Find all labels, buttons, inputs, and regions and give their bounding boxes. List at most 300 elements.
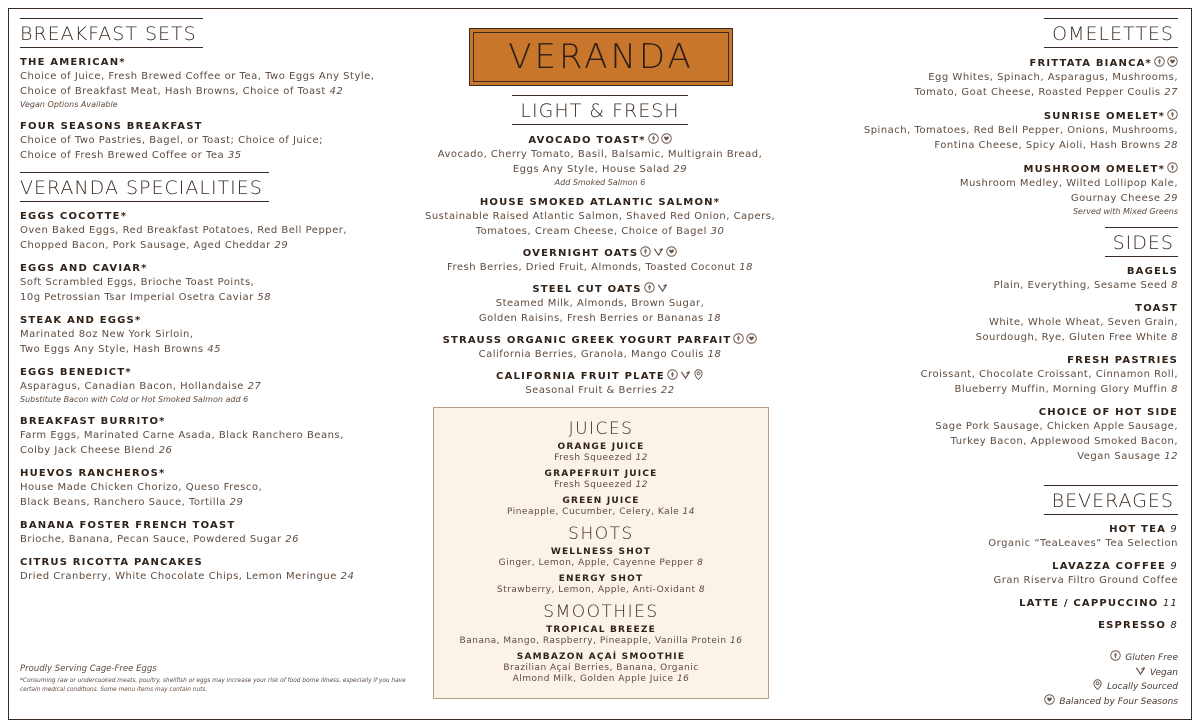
item-description — [798, 536, 1178, 551]
item-description — [20, 480, 420, 495]
item-description-text: Choice of Breakfast Meat, Hash Browns, Choice of Toast — [20, 86, 326, 97]
item-description-text: Choice of Two Pastries, Bagel, or Toast; Choice of Juice; — [20, 135, 324, 146]
item-price: 58 — [253, 292, 272, 303]
item-description-text: Egg Whites, Spinach, Asparagus, Mushrooms, — [928, 72, 1178, 83]
item-description-text: Brioche, Banana, Pecan Sauce, Powdered Sugar — [20, 534, 282, 545]
item-description-text: Eggs Any Style, House Salad — [512, 164, 670, 175]
item-name — [20, 56, 420, 69]
item-description-text: Plain, Everything, Sesame Seed — [993, 280, 1168, 291]
item-name-text: EGGS COCOTTE* — [20, 211, 128, 222]
menu-item — [798, 162, 1178, 218]
item-description — [20, 133, 420, 148]
item-description-text: California Berries, Granola, Mango Coulis — [478, 349, 704, 360]
item-description-text: Sourdough, Rye, Gluten Free White — [975, 332, 1168, 343]
item-name-text: MUSHROOM OMELET* — [1023, 164, 1165, 175]
menu-item — [425, 133, 775, 189]
item-price: 22 — [657, 385, 675, 396]
menu-item — [798, 56, 1178, 100]
item-description — [20, 428, 420, 443]
item-note: Served with Mixed Greens — [1072, 207, 1178, 216]
item-description-text: Golden Raisins, Fresh Berries or Bananas — [478, 313, 704, 324]
item-name — [20, 262, 420, 275]
item-description-text: Avocado, Cherry Tomato, Basil, Balsamic, Multigrain Bread, — [437, 149, 763, 160]
item-name-text: GRAPEFRUIT JUICE — [544, 469, 658, 479]
item-description — [425, 383, 775, 398]
item-description-text: Mushroom Medley, Wilted Lollipop Kale, — [959, 178, 1178, 189]
item-price: 26 — [281, 534, 300, 545]
item-description — [798, 85, 1178, 100]
item-description — [434, 636, 768, 647]
menu-item — [20, 415, 420, 458]
item-price: 12 — [1160, 451, 1178, 462]
gluten-free-icon — [1110, 650, 1121, 661]
item-description — [425, 209, 775, 224]
menu-item — [20, 120, 420, 163]
menu-item — [425, 246, 775, 275]
item-name-text: THE AMERICAN* — [20, 57, 126, 68]
item-price: 28 — [1160, 140, 1178, 151]
menu-item — [798, 265, 1178, 293]
item-name — [798, 56, 1178, 70]
item-description — [425, 347, 775, 362]
item-name-text: OVERNIGHT OATS — [522, 248, 639, 259]
section-title-specialities: VERANDA SPECIALITIES — [20, 172, 269, 202]
gluten-free-icon — [1154, 56, 1165, 67]
specialities-list — [20, 210, 420, 584]
item-name-text: WELLNESS SHOT — [550, 547, 652, 557]
item-description-text: Vegan Sausage — [1077, 451, 1161, 462]
item-description — [20, 223, 420, 238]
item-price: 18 — [703, 349, 722, 360]
gluten-free-icon — [667, 369, 678, 380]
item-description — [798, 123, 1178, 138]
item-name-text: BREAKFAST BURRITO* — [20, 416, 166, 427]
menu-item — [434, 496, 768, 518]
item-description-text: Choice of Fresh Brewed Coffee or Tea — [20, 150, 225, 161]
gluten-free-icon — [1167, 162, 1178, 173]
item-description — [798, 70, 1178, 85]
item-description — [20, 275, 420, 290]
item-description — [798, 367, 1178, 382]
item-name — [425, 246, 775, 260]
item-name-text: BANANA FOSTER FRENCH TOAST — [20, 520, 236, 531]
item-description-text: Gournay Cheese — [1070, 193, 1161, 204]
menu-item — [425, 369, 775, 398]
item-description-text: Pineapple, Cucumber, Celery, Kale — [507, 507, 680, 517]
menu-item — [425, 333, 775, 362]
gluten-free-icon — [644, 282, 655, 293]
item-description-text: Almond Milk, Golden Apple Juice — [512, 674, 674, 684]
vegan-icon — [680, 369, 691, 380]
item-description — [20, 443, 420, 458]
gluten-free-icon — [1167, 109, 1178, 120]
item-name — [20, 415, 420, 428]
item-name — [434, 625, 768, 636]
item-description-text: Ginger, Lemon, Apple, Cayenne Pepper — [498, 558, 694, 568]
legend-item — [1042, 665, 1178, 680]
item-description-text: Colby Jack Cheese Blend — [20, 445, 156, 456]
drinks-box — [433, 407, 769, 699]
section-title-smoothies: SMOOTHIES — [543, 602, 659, 622]
item-name — [20, 120, 420, 133]
item-name — [434, 547, 768, 558]
item-description — [798, 419, 1178, 434]
item-name — [434, 469, 768, 480]
item-price: 8 — [1167, 384, 1178, 395]
item-description — [798, 330, 1178, 345]
item-description — [20, 342, 420, 357]
left-column — [20, 18, 420, 593]
item-description-text: Steamed Milk, Almonds, Brown Sugar, — [495, 298, 705, 309]
item-description-text: Turkey Bacon, Applewood Smoked Bacon, — [950, 436, 1178, 447]
item-price: 8 — [1167, 332, 1178, 343]
item-description-text: Tomato, Goat Cheese, Roasted Pepper Coulis — [914, 87, 1161, 98]
balanced-icon — [661, 133, 672, 144]
legend-item — [1042, 650, 1178, 665]
item-name — [425, 333, 775, 347]
item-name-text: FRITTATA BIANCA* — [1029, 58, 1152, 69]
gluten-free-icon — [640, 246, 651, 257]
item-description — [20, 495, 420, 510]
item-price: 42 — [325, 86, 344, 97]
item-name — [20, 366, 420, 379]
item-name-text: EGGS BENEDICT* — [20, 367, 132, 378]
item-description — [798, 449, 1178, 464]
item-name-text: FOUR SEASONS BREAKFAST — [20, 121, 203, 132]
dietary-icons — [642, 282, 668, 296]
item-price: 8 — [693, 558, 704, 568]
item-description-text: Sustainable Raised Atlantic Salmon, Shaved Red Onion, Capers, — [425, 211, 776, 222]
vegan-icon — [1135, 665, 1146, 676]
item-price: 8 — [1167, 280, 1178, 291]
item-name — [798, 523, 1178, 536]
item-name-text: AVOCADO TOAST* — [528, 135, 646, 146]
veranda-logo: VERANDA — [469, 28, 733, 86]
item-description — [20, 532, 420, 547]
item-price: 29 — [1160, 193, 1178, 204]
item-description-text: Chopped Bacon, Pork Sausage, Aged Cheddar — [20, 240, 271, 251]
item-description — [798, 315, 1178, 330]
item-price: 45 — [203, 344, 221, 355]
item-price: 29 — [226, 497, 244, 508]
locally-sourced-icon — [1092, 679, 1103, 690]
item-description — [798, 191, 1178, 206]
item-description-text: Gran Riserva Filtro Ground Coffee — [993, 575, 1178, 586]
item-description-text: Soft Scrambled Eggs, Brioche Toast Points, — [20, 277, 255, 288]
menu-item — [798, 597, 1178, 610]
legend-item — [1042, 679, 1178, 694]
item-price: 16 — [726, 636, 743, 646]
menu-item — [798, 109, 1178, 153]
menu-item — [20, 467, 420, 510]
item-description-text: Fresh Berries, Dried Fruit, Almonds, Toasted Coconut — [446, 262, 736, 273]
menu-item — [20, 314, 420, 357]
dietary-icons — [665, 369, 704, 383]
item-name-text: STRAUSS ORGANIC GREEK YOGURT PARFAIT — [442, 335, 732, 346]
item-description — [20, 148, 420, 163]
legend-label: Gluten Free — [1125, 653, 1178, 663]
item-description — [798, 382, 1178, 397]
item-name — [20, 556, 420, 569]
item-description-text: Asparagus, Canadian Bacon, Hollandaise — [20, 381, 244, 392]
menu-item — [798, 302, 1178, 345]
item-description — [434, 480, 768, 491]
item-description — [798, 138, 1178, 153]
item-description — [20, 290, 420, 305]
menu-item — [798, 406, 1178, 464]
item-description-text: Fresh Squeezed — [554, 480, 633, 490]
item-name-text: FRESH PASTRIES — [1067, 355, 1178, 366]
item-description — [434, 663, 768, 674]
item-description-text: 10g Petrossian Tsar Imperial Osetra Caviar — [20, 292, 254, 303]
item-name-text: HOUSE SMOKED ATLANTIC SALMON* — [479, 197, 721, 208]
item-description — [434, 453, 768, 464]
item-description-text: Black Beans, Ranchero Sauce, Tortilla — [20, 497, 226, 508]
beverages-list — [798, 523, 1178, 632]
menu-item — [798, 560, 1178, 588]
smoothies-list — [434, 625, 768, 685]
item-description — [798, 176, 1178, 191]
item-price: 24 — [336, 571, 355, 582]
balanced-icon — [666, 246, 677, 257]
item-description — [425, 311, 775, 326]
section-title-omelettes: OMELETTES — [1044, 18, 1178, 48]
item-description — [425, 162, 775, 177]
juices-list — [434, 442, 768, 518]
item-price: 29 — [669, 164, 688, 175]
item-name — [20, 314, 420, 327]
item-name-text: ORANGE JUICE — [557, 442, 645, 452]
item-price: 18 — [735, 262, 754, 273]
section-title-breakfast-sets: BREAKFAST SETS — [20, 18, 203, 48]
item-description-text: Farm Eggs, Marinated Carne Asada, Black Ranchero Beans, — [20, 430, 344, 441]
item-description-text: Sage Pork Sausage, Chicken Apple Sausage, — [935, 421, 1178, 432]
item-name — [798, 109, 1178, 123]
item-description — [20, 379, 420, 394]
item-description-text: Strawberry, Lemon, Apple, Anti-Oxidant — [496, 585, 696, 595]
item-description-text: Choice of Juice, Fresh Brewed Coffee or Tea, Two Eggs Any Style, — [20, 71, 375, 82]
item-name — [798, 302, 1178, 315]
item-name-text: SUNRISE OMELET* — [1043, 111, 1165, 122]
item-name — [20, 519, 420, 532]
item-name-text: TROPICAL BREEZE — [546, 625, 656, 635]
item-name-text: ENERGY SHOT — [558, 574, 644, 584]
item-name — [798, 265, 1178, 278]
balanced-icon — [1044, 694, 1055, 705]
item-name — [798, 406, 1178, 419]
middle-column — [425, 28, 775, 405]
item-description-text: Oven Baked Eggs, Red Breakfast Potatoes, Red Bell Pepper, — [20, 225, 348, 236]
menu-item — [798, 523, 1178, 551]
item-description-text: Blueberry Muffin, Morning Glory Muffin — [954, 384, 1168, 395]
menu-item — [434, 574, 768, 596]
dietary-icons — [646, 133, 672, 147]
right-column — [798, 18, 1178, 641]
breakfast-sets-list — [20, 56, 420, 163]
item-name — [425, 369, 775, 383]
item-description — [20, 569, 420, 584]
section-title-beverages: BEVERAGES — [1044, 485, 1178, 515]
item-name-text: EGGS AND CAVIAR* — [20, 263, 148, 274]
item-name-text: CALIFORNIA FRUIT PLATE — [496, 371, 665, 382]
item-name-text: HOT TEA — [1109, 524, 1167, 535]
menu-item — [434, 652, 768, 685]
menu-item — [798, 354, 1178, 397]
dietary-legend — [1042, 650, 1178, 708]
item-name — [20, 467, 420, 480]
legend-label: Locally Sourced — [1107, 682, 1178, 692]
item-description — [20, 327, 420, 342]
item-description — [434, 558, 768, 569]
cage-free-note: Proudly Serving Cage-Free Eggs — [20, 664, 157, 674]
legend-label: Vegan — [1149, 667, 1178, 678]
item-description — [434, 507, 768, 518]
dietary-icons — [1165, 109, 1178, 123]
item-price: 9 — [1166, 524, 1178, 535]
dietary-icons — [731, 333, 757, 347]
vegan-icon — [657, 282, 668, 293]
item-name — [425, 196, 775, 209]
item-name — [434, 574, 768, 585]
item-description-text: White, Whole Wheat, Seven Grain, — [988, 317, 1178, 328]
item-name-text: TOAST — [1135, 303, 1178, 314]
balanced-icon — [746, 333, 757, 344]
item-description-text: Organic “TeaLeaves” Tea Selection — [988, 538, 1178, 549]
item-price: 18 — [703, 313, 722, 324]
menu-item — [425, 196, 775, 239]
balanced-icon — [1167, 56, 1178, 67]
item-description-text: Spinach, Tomatoes, Red Bell Pepper, Onions, Mushrooms, — [863, 125, 1178, 136]
shots-list — [434, 547, 768, 596]
item-price: 14 — [679, 507, 695, 517]
item-name — [434, 496, 768, 507]
menu-item — [20, 56, 420, 111]
item-description — [20, 84, 420, 99]
item-description — [434, 585, 768, 596]
item-price: 12 — [632, 480, 648, 490]
menu-item — [798, 619, 1178, 632]
item-name — [798, 354, 1178, 367]
menu-item — [434, 547, 768, 569]
item-name — [798, 619, 1178, 632]
item-description — [425, 147, 775, 162]
item-name — [798, 597, 1178, 610]
vegan-icon — [653, 246, 664, 257]
item-note: Add Smoked Salmon 6 — [554, 178, 646, 187]
item-description-text: Brazilian Açaí Berries, Banana, Organic — [503, 663, 699, 673]
legend-item — [1042, 694, 1178, 709]
locally-sourced-icon — [693, 369, 704, 380]
item-description — [425, 224, 775, 239]
item-name — [434, 652, 768, 663]
item-description — [798, 434, 1178, 449]
item-description — [20, 69, 420, 84]
menu-item — [20, 210, 420, 253]
item-description-text: Tomatoes, Cream Cheese, Choice of Bagel — [475, 226, 707, 237]
item-name-text: CHOICE OF HOT SIDE — [1038, 407, 1178, 418]
item-name — [798, 560, 1178, 573]
item-name-text: BAGELS — [1126, 266, 1178, 277]
section-title-juices: JUICES — [568, 419, 634, 439]
item-name-text: SAMBAZON AÇAÍ SMOOTHIE — [516, 652, 686, 662]
gluten-free-icon — [733, 333, 744, 344]
dietary-icons — [1165, 162, 1178, 176]
item-description-text: Dried Cranberry, White Chocolate Chips, Lemon Meringue — [20, 571, 337, 582]
item-name-text: LATTE / CAPPUCCINO — [1019, 598, 1159, 609]
item-name-text: LAVAZZA COFFEE — [1052, 561, 1167, 572]
menu-item — [434, 469, 768, 491]
item-description-text: Fontina Cheese, Spicy Aioli, Hash Browns — [934, 140, 1161, 151]
menu-item — [20, 366, 420, 406]
item-description — [798, 278, 1178, 293]
item-description-text: Seasonal Fruit & Berries — [525, 385, 658, 396]
item-name — [425, 282, 775, 296]
item-price: 27 — [243, 381, 262, 392]
light-fresh-list — [425, 133, 775, 398]
item-name — [425, 133, 775, 147]
section-title-sides: SIDES — [1105, 227, 1178, 257]
item-description — [798, 573, 1178, 588]
item-price: 27 — [1160, 87, 1178, 98]
item-price: 8 — [695, 585, 706, 595]
dietary-icons — [638, 246, 677, 260]
item-description-text: Marinated 8oz New York Sirloin, — [20, 329, 194, 340]
item-price: 26 — [155, 445, 173, 456]
menu-item — [20, 519, 420, 547]
item-description — [425, 296, 775, 311]
item-description — [20, 238, 420, 253]
item-price: 8 — [1166, 620, 1178, 631]
menu-item — [20, 556, 420, 584]
item-description — [425, 260, 775, 275]
item-name — [798, 162, 1178, 176]
health-disclaimer: *Consuming raw or undercooked meats, poultry, shellfish or eggs may increase your risk of food borne illness, especially if you have certain medical conditions. Some menu items may contain nuts. — [20, 678, 406, 693]
item-price: 35 — [224, 150, 242, 161]
item-price: 11 — [1158, 598, 1178, 609]
section-title-shots: SHOTS — [568, 524, 634, 544]
item-name — [434, 442, 768, 453]
item-name-text: STEEL CUT OATS — [532, 284, 642, 295]
item-name-text: ESPRESSO — [1098, 620, 1167, 631]
menu-footer — [20, 663, 420, 695]
item-description-text: Croissant, Chocolate Croissant, Cinnamon Roll, — [920, 369, 1178, 380]
item-note: Vegan Options Available — [20, 100, 118, 109]
item-description-text: House Made Chicken Chorizo, Queso Fresco, — [20, 482, 263, 493]
item-description-text: Fresh Squeezed — [554, 453, 633, 463]
item-name — [20, 210, 420, 223]
menu-item — [20, 262, 420, 305]
item-name-text: CITRUS RICOTTA PANCAKES — [20, 557, 203, 568]
item-description-text: Banana, Mango, Raspberry, Pineapple, Vanilla Protein — [459, 636, 727, 646]
item-name-text: HUEVOS RANCHEROS* — [20, 468, 166, 479]
menu-item — [434, 625, 768, 647]
legend-label: Balanced by Four Seasons — [1059, 696, 1178, 707]
item-name-text: GREEN JUICE — [562, 496, 640, 506]
menu-item — [434, 442, 768, 464]
sides-list — [798, 265, 1178, 464]
item-price: 16 — [673, 674, 690, 684]
item-price: 30 — [706, 226, 725, 237]
item-price: 12 — [632, 453, 648, 463]
section-title-light-fresh: LIGHT & FRESH — [512, 95, 687, 125]
dietary-icons — [1152, 56, 1178, 70]
menu-item — [425, 282, 775, 326]
item-description — [434, 674, 768, 685]
item-note: Substitute Bacon with Cold or Hot Smoked Salmon add 6 — [20, 395, 249, 404]
item-price: 29 — [270, 240, 289, 251]
item-description-text: Two Eggs Any Style, Hash Browns — [20, 344, 204, 355]
item-price: 9 — [1166, 561, 1178, 572]
